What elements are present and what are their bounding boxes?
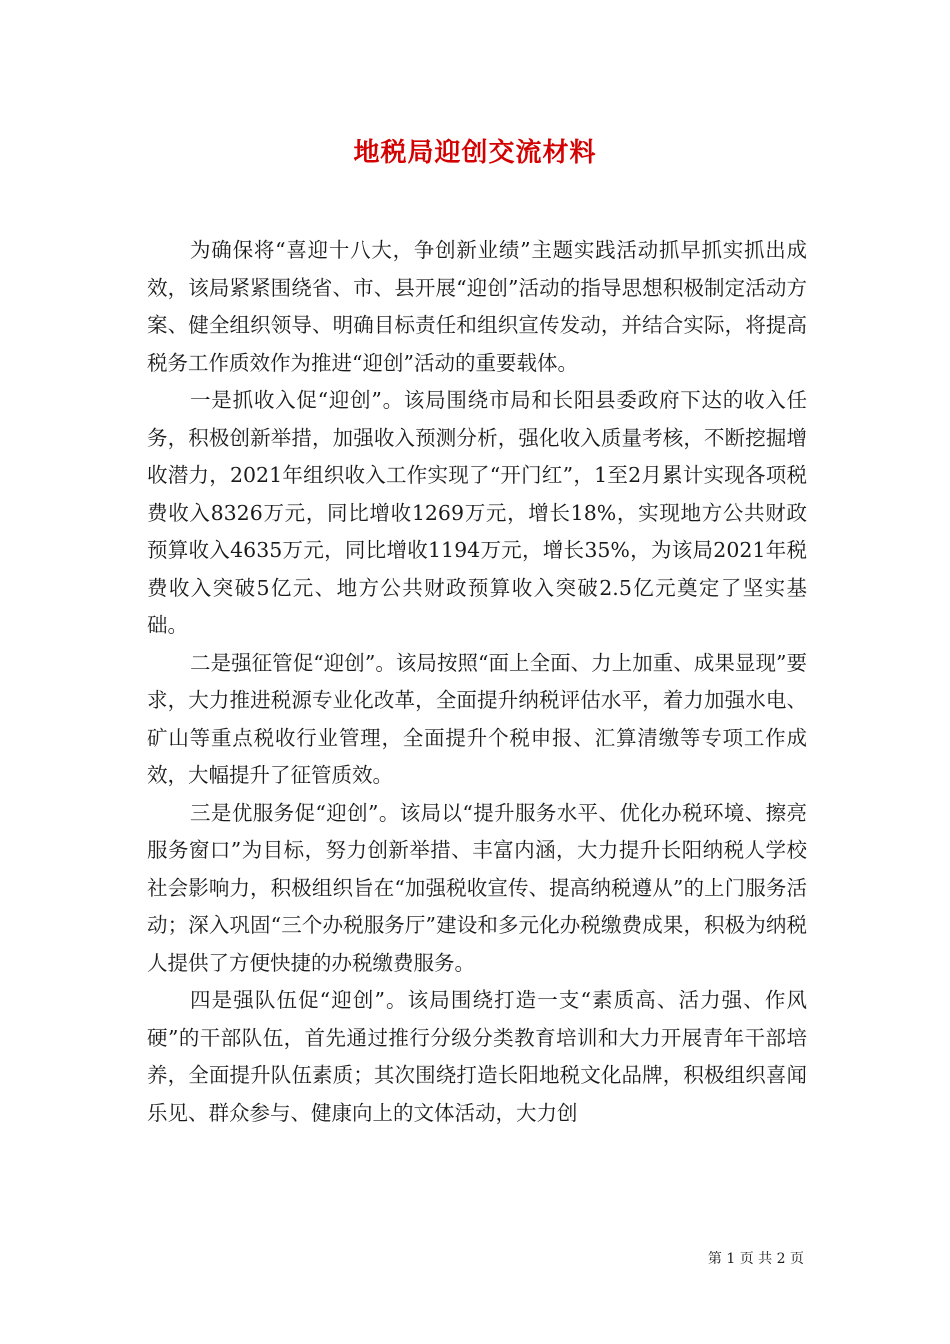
- document-body: [147, 232, 807, 1132]
- paragraph-collection: 二是强征管促“迎创”。该局按照“面上全面、力上加重、成果显现”要求，大力推进税源专业化改革，全面提升纳税评估水平，着力加强水电、矿山等重点税收行业管理，全面提升个税申报、汇算清缴等专项工作成效，大幅提升了征管质效。: [147, 650, 807, 787]
- document-title: 地税局迎创交流材料: [353, 138, 597, 168]
- page-number: 第 1 页 共 2 页: [707, 1251, 804, 1267]
- paragraph-service: 三是优服务促“迎创”。该局以“提升服务水平、优化办税环境、擦亮服务窗口”为目标，努力创新举措、丰富内涵，大力提升长阳纳税人学校社会影响力，积极组织旨在“加强税收宣传、提高纳税遵从”的上门服务活动；深入巩固“三个办税服务厅”建设和多元化办税缴费成果，积极为纳税人提供了方便快捷的办税缴费服务。: [147, 800, 807, 975]
- paragraph-intro: 为确保将“喜迎十八大，争创新业绩”主题实践活动抓早抓实抓出成效，该局紧紧围绕省、市、县开展“迎创”活动的指导思想积极制定活动方案、健全组织领导、明确目标责任和组织宣传发动，并结合实际，将提高税务工作质效作为推进“迎创”活动的重要载体。: [147, 238, 807, 375]
- paragraph-team: 四是强队伍促“迎创”。该局围绕打造一支“素质高、活力强、作风硬”的干部队伍，首先通过推行分级分类教育培训和大力开展青年干部培养，全面提升队伍素质；其次围绕打造长阳地税文化品牌，积极组织喜闻乐见、群众参与、健康向上的文体活动，大力创: [147, 988, 807, 1125]
- paragraph-revenue: 一是抓收入促“迎创”。该局围绕市局和长阳县委政府下达的收入任务，积极创新举措，加强收入预测分析，强化收入质量考核，不断挖掘增收潜力，2021年组织收入工作实现了“开门红”，1至2月累计实现各项税费收入8326万元，同比增收1269万元，增长18%，实现地方公共财政预算收入4635万元，同比增收1194万元，增长35%，为该局2021年税费收入突破5亿元、地方公共财政预算收入突破2.5亿元奠定了坚实基础。: [147, 388, 807, 637]
